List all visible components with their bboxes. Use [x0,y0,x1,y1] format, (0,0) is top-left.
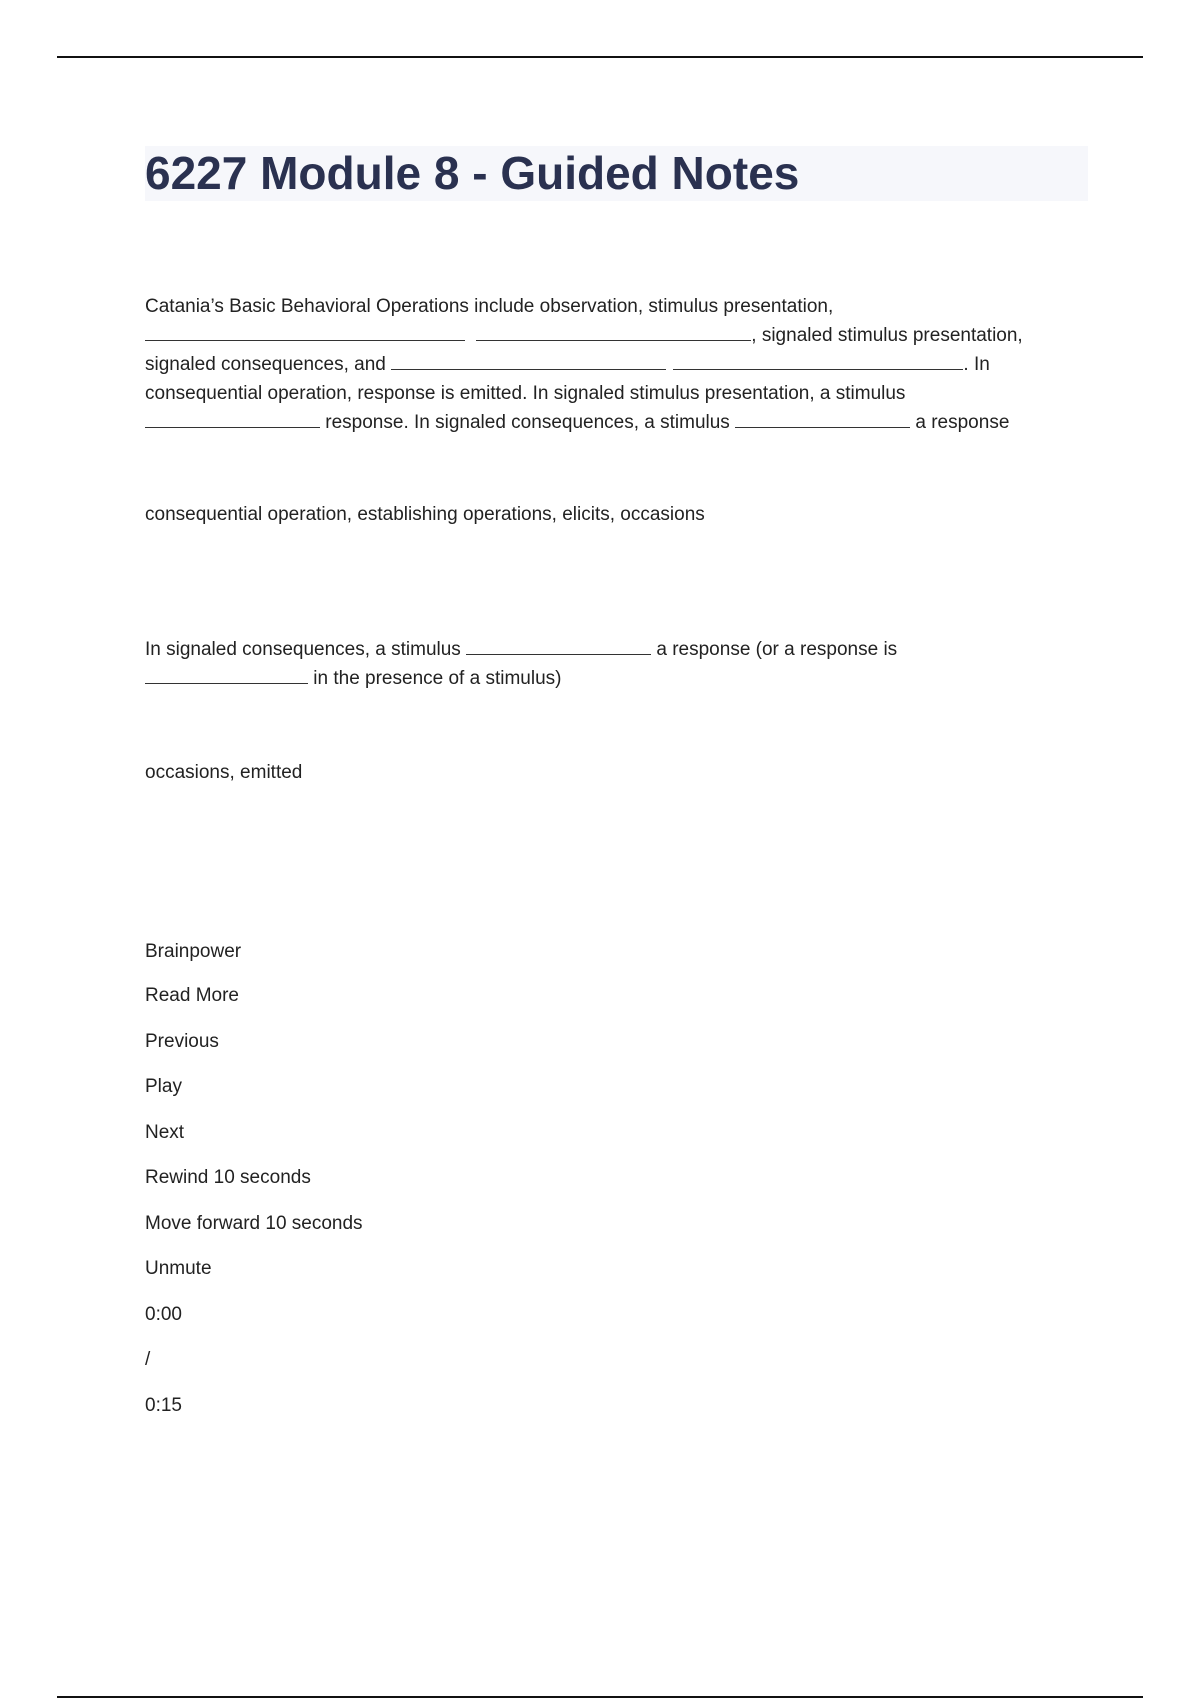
blank-field [145,409,320,428]
question-1 [145,292,1045,437]
q1-line-2-text: , signaled stimulus presentation, [751,325,1023,346]
blank-field [466,636,651,655]
q1-line-5 [145,408,1045,437]
q1-line-3-text: signaled consequences, and [145,354,386,375]
page-title: 6227 Module 8 - Guided Notes [145,147,800,199]
q1-line-3-end: . In [963,354,990,375]
bottom-rule [57,1696,1143,1698]
read-more-link[interactable]: Read More [145,985,239,1006]
rewind-button[interactable]: Rewind 10 seconds [145,1167,311,1188]
blank-field [145,665,308,684]
q1-line-2 [145,321,1045,350]
previous-button[interactable]: Previous [145,1031,219,1052]
blank-field [476,322,751,341]
q1-line-5-end: a response [915,412,1010,433]
q2-line-2 [145,664,1045,693]
q1-line-5-text: response. In signaled consequences, a stimulus [325,412,730,433]
brainpower-label: Brainpower [145,941,242,962]
blank-field [145,322,465,341]
blank-field [673,351,963,370]
forward-button[interactable]: Move forward 10 seconds [145,1213,363,1234]
blank-field [735,409,910,428]
question-2 [145,635,1045,693]
time-separator: / [145,1349,151,1370]
blank-field [391,351,666,370]
q2-line-1 [145,635,1045,664]
unmute-button[interactable]: Unmute [145,1258,212,1279]
q1-line-1: Catania’s Basic Behavioral Operations include observation, stimulus presentation, [145,296,834,317]
q2-line-2-text: in the presence of a stimulus) [313,668,562,689]
play-button[interactable]: Play [145,1076,182,1097]
duration: 0:15 [145,1395,182,1416]
next-button[interactable]: Next [145,1122,185,1143]
answer-2: occasions, emitted [145,762,303,783]
top-rule [57,56,1143,58]
q2-line-1-end: a response (or a response is [656,639,898,660]
q1-line-3 [145,350,1045,379]
q2-line-1-text: In signaled consequences, a stimulus [145,639,461,660]
current-time: 0:00 [145,1304,182,1325]
q1-line-4: consequential operation, response is emitted. In signaled stimulus presentation, a stimulus [145,383,906,404]
answer-1: consequential operation, establishing operations, elicits, occasions [145,504,705,525]
